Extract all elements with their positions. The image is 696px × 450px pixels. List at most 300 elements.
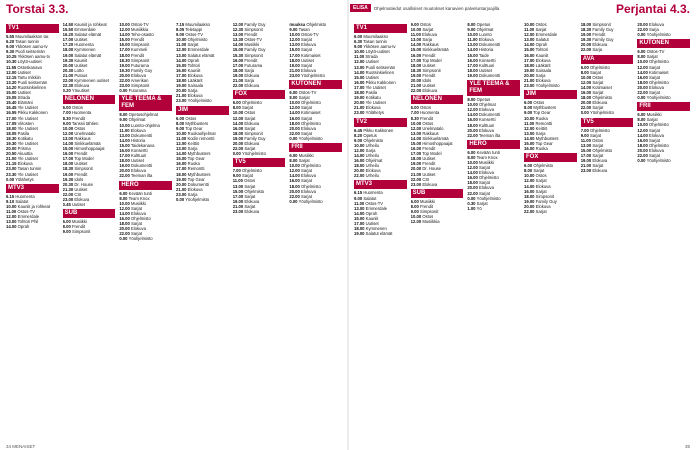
program-title: Family Guy (592, 37, 614, 43)
program-entry (637, 32, 690, 37)
program-time: 22.00 (580, 105, 592, 111)
program-time: 14.00 (176, 151, 187, 157)
program-time: 12.00 (354, 147, 365, 153)
program-time: 8.00 (637, 117, 646, 123)
program-time: 12.00 (119, 27, 130, 33)
listing-column (119, 22, 172, 438)
program-title: Elokuva (244, 140, 260, 146)
program-time: 18.00 (410, 62, 422, 68)
channel-heading: YLE TEEMA & FEM (119, 95, 172, 111)
program-time: 7.00 (232, 168, 241, 174)
program-title: Elokuva (592, 168, 608, 174)
program-title: Elokuva (131, 226, 146, 232)
program-time: 18.30 (119, 57, 130, 63)
program-time: 19.00 (176, 83, 187, 89)
right-footer (685, 444, 690, 449)
program-title: Sarjat (131, 231, 142, 237)
program-time: 12.00 (467, 165, 478, 171)
program-time: 16.00 (410, 52, 422, 58)
program-time: 0.00 (6, 176, 15, 182)
right-page-header (348, 0, 696, 20)
program-entry (637, 95, 690, 100)
program-title: Ostos (244, 110, 256, 116)
program-entry (467, 206, 520, 211)
program-title: Frendit (422, 146, 436, 152)
program-time: 14.00 (467, 112, 478, 118)
program-time: 16.00 (524, 188, 535, 194)
program-entry (467, 73, 520, 78)
program-title: Frendit (74, 171, 88, 177)
program-entry (289, 73, 342, 78)
program-time: 21.00 (410, 83, 422, 89)
program-title: Löytö-uutiset (17, 59, 42, 65)
program-time: 13.00 (354, 64, 365, 70)
program-time: 22.00 (467, 190, 478, 196)
program-time: 21.00 (354, 105, 365, 111)
program-title: Ykkösen aamu-tv (15, 44, 48, 50)
program-title: Elokuva (244, 120, 260, 126)
program-time: 9.00 (410, 209, 419, 214)
program-title: Sinkkuelämää (74, 140, 101, 146)
program-title: Dr. House (422, 166, 441, 172)
program-title: Ostos-TV (298, 90, 317, 96)
program-title: Historia (479, 47, 494, 53)
program-title: Ostos (422, 120, 434, 126)
channel-heading: HERO (467, 140, 520, 149)
program-title: Musiikki (244, 42, 260, 48)
program-time: 18.00 (119, 52, 130, 58)
program-time: 17.00 (232, 193, 244, 199)
program-entry (63, 229, 116, 234)
program-title: Sarja (422, 37, 433, 43)
program-title: Kummeli (131, 47, 148, 53)
program-title: Family Guy (592, 27, 614, 33)
program-time: 19.00 (232, 198, 244, 204)
program-time: 11.00 (524, 27, 535, 33)
program-time: 20.00 (176, 88, 187, 94)
program-title: Elokuva (592, 158, 608, 164)
program-entry (524, 209, 577, 214)
program-time: 15.50 (62, 27, 74, 33)
program-time: 15.00 (232, 47, 244, 53)
program-title: Sarjat (649, 152, 660, 158)
program-time: 22.00 (62, 191, 74, 197)
program-time: 16.00 (62, 151, 74, 157)
program-title: Elokuva (478, 37, 494, 43)
program-title: Pasila (365, 90, 378, 96)
program-time: 10.25 (6, 54, 17, 60)
program-title: Ohjelmat (476, 27, 494, 33)
program-time: 10.00 (410, 214, 422, 220)
program-time: 19.00 (232, 135, 244, 141)
program-time: 23.00 (119, 83, 130, 89)
program-time: 22.00 (354, 173, 365, 179)
program-title: Ostos (74, 125, 86, 131)
channel-heading: FOX (524, 153, 577, 162)
program-time: 15.00 (524, 47, 535, 53)
channel-heading: AVA (581, 55, 634, 64)
program-time: 12.30 (232, 27, 244, 33)
channel-heading: KUTONEN (637, 39, 690, 48)
program-title: Elokuva (301, 67, 316, 73)
program-time: 10.00 (232, 110, 244, 116)
program-time: 14.00 (6, 224, 17, 230)
program-time: 20.00 (467, 127, 478, 133)
program-time: 14.00 (62, 140, 74, 146)
program-title: Kauniit ja rohkeat (74, 22, 107, 27)
program-title: Sarjat (244, 203, 256, 209)
program-title: Elokuva (649, 147, 664, 153)
program-title: Sarjat (298, 95, 310, 101)
program-title: Simpsonit (131, 42, 150, 48)
program-time: 8.00 (119, 195, 128, 201)
program-title: Sarjat (244, 125, 256, 131)
program-time: 17.00 (232, 62, 244, 68)
program-time: 14.00 (354, 69, 365, 75)
program-time: 12.00 (232, 22, 244, 27)
program-time: 13.00 (232, 32, 244, 38)
program-title: Sarjat (592, 152, 604, 158)
program-title: Sarjat (301, 115, 312, 121)
program-title: Sarja (535, 130, 546, 136)
program-time: 18.00 (232, 130, 244, 136)
program-title: Family Guy (244, 22, 266, 27)
program-time: 19.00 (524, 198, 535, 204)
program-time: 11.00 (524, 120, 535, 126)
program-time: 0.30 (467, 200, 476, 206)
program-time: 20.00 (354, 168, 365, 174)
program-title: Salatut (363, 195, 377, 201)
program-time: 19.00 (62, 52, 74, 58)
program-time: 14.00 (410, 135, 422, 141)
program-time: 18.00 (524, 62, 535, 68)
program-title: Strada (17, 95, 30, 101)
program-time: 15.00 (467, 52, 478, 58)
program-time: 14.20 (6, 84, 17, 90)
program-title: Elokuva (535, 57, 551, 63)
program-time: 0.00 (176, 197, 185, 202)
channel-heading: FOX (233, 90, 286, 99)
program-title: Sarja (649, 27, 659, 33)
provider-logo: ELISA (350, 4, 371, 12)
listing-column (63, 22, 116, 438)
program-time: 14.50 (62, 22, 74, 27)
program-title: Rakkaus (422, 42, 439, 48)
program-entry (411, 182, 464, 187)
program-time: 12.00 (289, 168, 300, 174)
program-time: 22.00 (410, 88, 422, 94)
program-time: 8.00 (289, 95, 298, 101)
program-entry (63, 88, 116, 93)
program-time: 20.00 (637, 22, 648, 27)
program-title: Simpsonit (244, 27, 263, 33)
program-title: Taide (478, 52, 489, 58)
program-time: 0.00 (119, 236, 128, 242)
program-entry (411, 219, 464, 224)
program-time: 14.00 (410, 42, 422, 48)
program-title: Simpsonit (244, 52, 263, 58)
program-title: Yöohjelmisto (241, 151, 266, 157)
program-time: 12.00 (410, 219, 422, 225)
program-title: Sarjat (649, 127, 660, 133)
program-title: Team Knox (128, 195, 150, 201)
program-time: 20.00 (289, 125, 300, 131)
program-time: 15.00 (580, 147, 592, 153)
program-time: 18.00 (637, 142, 648, 148)
program-time: 19.30 (62, 57, 74, 63)
program-title: Musiikki (479, 159, 494, 165)
program-title: Uutiset (17, 69, 31, 75)
program-title: Sarjat (535, 27, 547, 33)
program-time: 10.00 (119, 122, 130, 128)
program-time: 8.30 (410, 115, 419, 121)
program-title: Sarjat (590, 132, 601, 138)
channel-heading: JIM (524, 90, 577, 99)
program-title: Yöohjelmisto (646, 158, 671, 164)
program-title: Ohjelmisto (301, 183, 321, 189)
program-time: 8.05 (176, 27, 185, 33)
program-title: Ohjelmisto (301, 100, 321, 106)
program-title: Salatut elämät (74, 32, 102, 38)
program-title: Elokuva (244, 72, 260, 78)
program-title: Kauniit ja rohkeat (17, 203, 51, 209)
program-time: 14.00 (232, 42, 244, 48)
program-title: Musiikkia (422, 219, 440, 225)
program-title: Uutiset (422, 156, 436, 162)
program-title: Simpsonit (592, 22, 611, 27)
program-title: Ostos (592, 74, 604, 80)
program-entry (524, 146, 577, 151)
program-time: 10.00 (524, 22, 535, 27)
program-title: Ohjelmisto (131, 216, 151, 221)
program-time: 13.00 (467, 42, 478, 48)
program-title: Sarjat (479, 190, 490, 196)
program-title: Sarjat (244, 193, 256, 199)
program-time: 6.00 (524, 100, 533, 106)
program-title: Sarjat (244, 183, 256, 189)
program-title: Sarjat (244, 115, 256, 121)
program-time: 8.00 (410, 203, 419, 209)
program-time: 20.30 (62, 181, 74, 187)
program-time: 22.00 (119, 173, 130, 179)
program-title: Amerikan (130, 78, 149, 84)
program-time: 0.00 (580, 110, 589, 116)
program-time: 21.30 (62, 186, 74, 192)
program-title: Frendit (244, 57, 258, 63)
program-time: 10.00 (354, 142, 365, 148)
program-time: 9.00 (176, 125, 185, 131)
program-title: Elokuva (422, 88, 438, 94)
program-title: Ohjelmisto (242, 100, 262, 106)
program-time: 8.00 (524, 168, 533, 174)
program-title: Yöohjelmisto (646, 95, 671, 101)
program-time: 18.30 (410, 67, 422, 73)
program-title: Kulttuuri (131, 153, 147, 159)
program-time: 9.00 (62, 229, 71, 235)
program-title: Yöohjelmisto (298, 198, 323, 204)
channel-heading: TV1 (354, 24, 407, 33)
program-time: 6.00 (119, 190, 128, 196)
program-title: Musiikki (131, 200, 146, 206)
program-time: 13.00 (119, 132, 130, 138)
program-title: Ohjelmisto (649, 122, 669, 128)
program-time: 12.15 (6, 74, 17, 80)
program-time: 21.15 (6, 161, 17, 167)
program-title: Sarjat (242, 173, 253, 179)
program-title: Ostos (535, 173, 547, 179)
program-time: 20.00 (176, 181, 187, 187)
channel-heading: TV5 (233, 158, 286, 167)
program-title: Ruotsinkielinen (365, 69, 395, 75)
program-time: 16.00 (119, 216, 130, 221)
program-time: 22.30 (62, 83, 74, 89)
program-time: 18.00 (176, 78, 187, 84)
program-time: 8.00 (524, 105, 533, 111)
listing-column (637, 22, 690, 438)
program-title: Musiikki (72, 219, 87, 225)
program-time: 20.00 (580, 100, 592, 106)
program-time: 8.00 (62, 224, 71, 230)
program-title: Uutiset (365, 221, 379, 226)
program-title: Elokuva (131, 72, 146, 78)
program-title: Elokuva (131, 168, 146, 174)
program-time: 10.00 (467, 102, 478, 108)
program-title: Ostos-TV (244, 37, 263, 43)
program-time: 15.00 (232, 188, 244, 194)
program-title: Lotto (74, 67, 84, 73)
program-time: 17.20 (62, 42, 74, 48)
program-time: 12.00 (176, 140, 187, 146)
program-title: Simpsonit (72, 229, 91, 235)
program-time: 16.00 (354, 79, 365, 85)
program-time: 20.00 (524, 72, 535, 78)
program-time: 15.00 (410, 140, 422, 146)
program-time: 12.00 (467, 107, 478, 113)
listing-column (176, 22, 229, 438)
program-title: Ohjelmisto (533, 163, 554, 169)
program-title: Elokuva (187, 72, 203, 78)
program-time: 14.00 (119, 32, 130, 38)
program-title: Uutiset (74, 161, 88, 167)
program-title: Kauniit (535, 52, 549, 58)
program-title: Emmerdale (535, 32, 558, 38)
listing-column (354, 22, 407, 438)
program-time: 23.00 (289, 72, 300, 78)
program-time: 9.00 (354, 195, 363, 201)
program-title: Yöohjelmisto (128, 236, 153, 242)
program-time: 16.00 (119, 42, 130, 48)
program-time: 22.00 (119, 78, 130, 84)
program-time: 19.00 (62, 171, 74, 177)
program-title: Ohjelmisto (592, 95, 613, 101)
program-title: Frendit (422, 52, 436, 58)
program-title: Sarja (535, 72, 546, 78)
program-title: Yöohjelmisto (589, 110, 614, 116)
program-title: Uutiset (74, 62, 88, 68)
program-title: Yöohjelmisto (476, 195, 501, 201)
program-time: 8.00 (467, 154, 476, 160)
program-time: 17.00 (410, 57, 422, 63)
program-time: 9.00 (410, 22, 419, 27)
program-time: 23.00 (354, 110, 365, 116)
program-title: Frendit (131, 37, 145, 43)
program-time: 19.30 (119, 67, 130, 73)
program-title: Oprah (187, 57, 200, 63)
program-time: 21.00 (524, 78, 535, 84)
program-time: 23.00 (524, 83, 535, 89)
program-title: Elokuva (479, 185, 494, 191)
program-title: Emmerdale (74, 27, 96, 33)
program-time: 18.30 (6, 135, 17, 141)
program-time: 16.00 (467, 175, 478, 181)
program-title: Yle Uutiset (17, 105, 38, 111)
program-title: Ohjelmisto (649, 59, 669, 65)
program-title: Urheilu (365, 163, 379, 169)
program-title: Ykkösen aamu-tv (363, 44, 396, 50)
channel-heading: SUB (411, 189, 464, 198)
program-title: Sarjat (187, 42, 199, 48)
program-time: 8.00 (637, 54, 646, 60)
program-title: Kevään tunti (476, 149, 500, 155)
program-time: 9.10 (6, 198, 15, 204)
program-time: 14.00 (289, 173, 300, 179)
program-time: 0.00 (232, 151, 241, 157)
program-time: 14.00 (467, 47, 478, 53)
program-title: Sinkkuelämää (422, 47, 449, 53)
program-title: Elokuva (130, 127, 146, 133)
program-time: 22.00 (410, 176, 422, 182)
channel-heading: YLE TEEMA & FEM (467, 80, 520, 96)
program-title: Ostos (420, 22, 431, 27)
program-time: 19.00 (410, 161, 422, 167)
program-time: 9.30 (6, 49, 15, 55)
program-title: Elokuva (535, 78, 551, 84)
program-time: 0.00 (637, 95, 646, 101)
program-time: 21.00 (410, 171, 422, 177)
program-time: 22.00 (232, 146, 244, 152)
program-title: Musiikki (420, 198, 435, 204)
channel-heading: MTV3 (6, 184, 59, 193)
program-title: Frendit (131, 52, 145, 58)
program-title: Kodin remontti (187, 135, 215, 141)
program-time: 21.00 (289, 67, 300, 73)
listing-column (467, 22, 520, 438)
program-time: 19.00 (580, 32, 592, 38)
program-time: 9.00 (176, 32, 185, 38)
program-title: Salatut (15, 198, 29, 204)
program-title: Opetus (363, 132, 377, 138)
program-title: Elokuva (365, 105, 381, 111)
program-time: 6.00 (176, 115, 185, 121)
program-title: Uutiset (74, 37, 88, 43)
program-title: Ohjelmisto (649, 79, 669, 85)
program-title: Yle Uutiset (365, 84, 386, 90)
program-time: 22.00 (524, 209, 535, 214)
program-title: Uutiset (17, 90, 31, 96)
program-time: 18.00 (119, 158, 130, 164)
program-title: Top Gear (185, 125, 203, 131)
program-time: 21.00 (176, 93, 187, 99)
program-time: 6.20 (6, 39, 15, 45)
program-time: 11.00 (354, 54, 365, 60)
program-title: Prisma (17, 146, 31, 152)
program-entry (233, 83, 286, 88)
program-title: Frendit (72, 224, 86, 230)
program-title: Elokuva (649, 84, 664, 90)
program-time: 5.55 (6, 34, 15, 39)
program-title: Mythbusters (535, 135, 559, 141)
program-time: 8.00 (232, 105, 241, 111)
